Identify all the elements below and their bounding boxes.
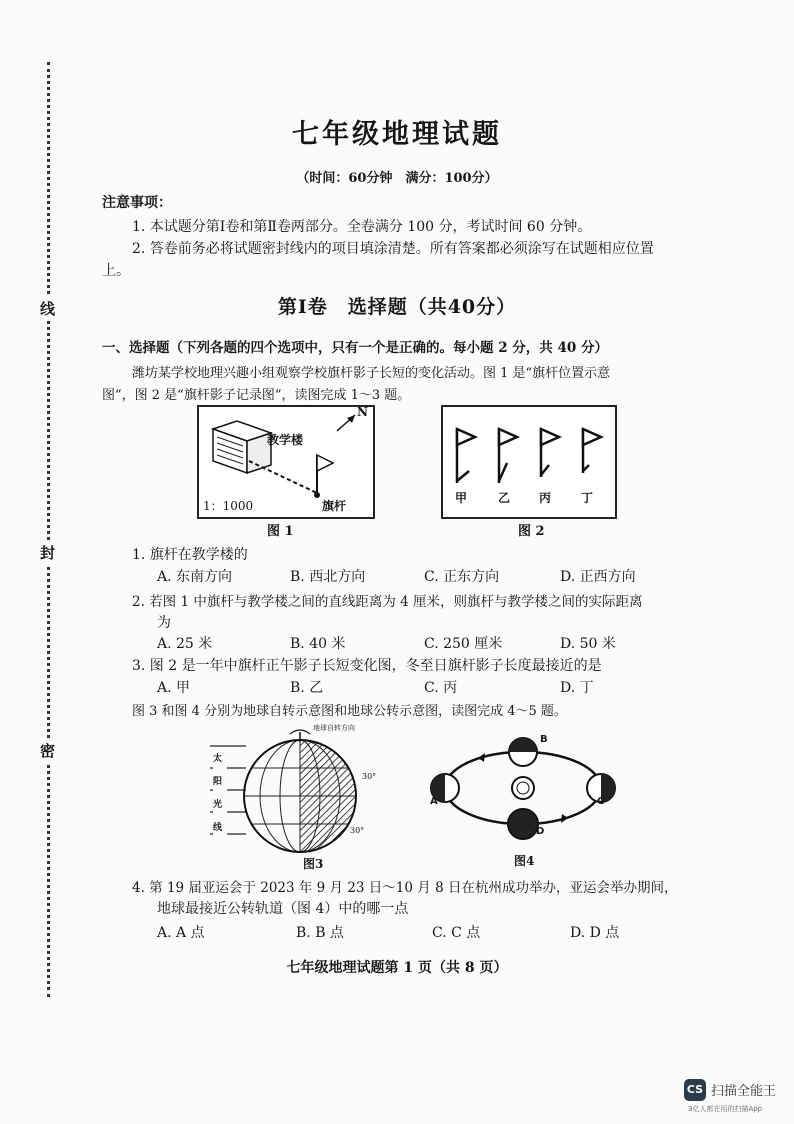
- figure-3-caption: 图3: [303, 857, 324, 871]
- binding-dotted-line: [47, 62, 50, 997]
- orbit-point-d: D: [536, 826, 545, 837]
- question-2-stem-line-2: 为: [157, 615, 171, 631]
- question-3-option-a[interactable]: A. 甲: [157, 680, 191, 696]
- question-4-option-c[interactable]: C. C 点: [432, 925, 481, 941]
- flag-icon-bing: [541, 429, 559, 477]
- earth-d: [508, 809, 538, 839]
- question-4-stem-line-2: 地球最接近公转轨道（图 4）中的哪一点: [157, 901, 409, 917]
- figure-1-frame: [197, 405, 375, 519]
- rotation-direction-label: 地球自转方向: [313, 724, 355, 732]
- orbit-point-a: A: [430, 796, 438, 807]
- sun-label-4: 线: [213, 823, 223, 833]
- sun-label-1: 太: [213, 754, 223, 764]
- orbit-point-b: B: [540, 734, 548, 745]
- figure-2-label-bing: 丙: [539, 491, 552, 505]
- sunlight-label: [213, 748, 227, 840]
- sun-label-2: 阳: [213, 777, 223, 787]
- figure-2-label-yi: 乙: [498, 491, 511, 505]
- question-1-option-b[interactable]: B. 西北方向: [290, 569, 366, 585]
- figure-4-caption: 图4: [514, 854, 535, 868]
- question-1-stem: 1. 旗杆在教学楼的: [132, 547, 248, 563]
- intro-2-line: 图 3 和图 4 分别为地球自转示意图和地球公转示意图，读图完成 4～5 题。: [132, 704, 567, 719]
- camscanner-logo-icon: CS: [684, 1079, 706, 1101]
- sun: [512, 777, 534, 799]
- camscanner-slogan: 3亿人都在用的扫描App: [688, 1105, 763, 1113]
- part-heading: 一、选择题（下列各题的四个选项中，只有一个是正确的。每小题 2 分，共 40 分）: [102, 340, 608, 356]
- north-label: N: [357, 405, 368, 419]
- building-label: 教学楼: [267, 433, 304, 447]
- question-2-option-d[interactable]: D. 50 米: [560, 636, 616, 652]
- intro-1-line-2: 图”，图 2 是“旗杆影子记录图”，读图完成 1～3 题。: [102, 388, 411, 403]
- flagpole-base: [314, 492, 320, 498]
- question-4-option-d[interactable]: D. D 点: [570, 925, 620, 941]
- flag-icon-ding: [583, 429, 601, 473]
- question-3-option-d[interactable]: D. 丁: [560, 680, 594, 696]
- figure-2-frame: [441, 405, 617, 519]
- globe-grid: [240, 738, 360, 854]
- page-footer: 七年级地理试题第 1 页（共 8 页）: [286, 960, 508, 976]
- earth-b: [509, 738, 537, 766]
- intro-1-line-1: 潍坊某学校地理兴趣小组观察学校旗杆影子长短的变化活动。图 1 是“旗杆位置示意: [132, 366, 611, 381]
- orbit-point-c: C: [597, 796, 605, 807]
- question-3-option-b[interactable]: B. 乙: [290, 680, 324, 696]
- question-3-stem: 3. 图 2 是一年中旗杆正午影子长短变化图，冬至日旗杆影子长度最接近的是: [132, 658, 602, 674]
- binding-char-feng: 封: [40, 540, 55, 565]
- sun-label-3: 光: [213, 800, 223, 810]
- binding-char-xian: 线: [40, 296, 55, 321]
- latitude-label-south: 30°: [350, 826, 365, 835]
- question-4-option-b[interactable]: B. B 点: [296, 925, 344, 941]
- figure-2-label-ding: 丁: [581, 491, 594, 505]
- map-scale: 1：1000: [203, 499, 254, 513]
- notice-item-2-cont: 上。: [102, 263, 130, 279]
- question-4-stem-line-1: 4. 第 19 届亚运会于 2023 年 9 月 23 日～10 月 8 日在杭州成功举办，亚运会举办期间，: [132, 880, 678, 896]
- flag-icon-jia: [457, 429, 475, 483]
- figure-1-caption: 图 1: [267, 524, 294, 539]
- question-2-option-b[interactable]: B. 40 米: [290, 636, 346, 652]
- page-title: 七年级地理试题: [292, 119, 502, 150]
- camscanner-brand: 扫描全能王: [711, 1084, 777, 1099]
- latitude-label-north: 30°: [362, 772, 377, 781]
- figure-3-drawing: [200, 718, 390, 858]
- question-1-option-a[interactable]: A. 东南方向: [157, 569, 233, 585]
- flagpole-label: 旗杆: [322, 499, 347, 513]
- flag-icon-yi: [499, 429, 517, 483]
- question-1-option-d[interactable]: D. 正西方向: [560, 569, 636, 585]
- question-2-option-a[interactable]: A. 25 米: [157, 636, 213, 652]
- flag-icon: [317, 455, 333, 471]
- figure-4-drawing: [423, 722, 623, 847]
- section-title: 第Ⅰ卷 选择题（共40分）: [277, 296, 517, 318]
- question-3-option-c[interactable]: C. 丙: [424, 680, 458, 696]
- notice-heading: 注意事项：: [102, 195, 172, 211]
- figure-2-caption: 图 2: [518, 524, 545, 539]
- night-side: [300, 738, 360, 858]
- binding-char-mi: 密: [40, 738, 55, 763]
- question-2-option-c[interactable]: C. 250 厘米: [424, 636, 503, 652]
- notice-item-2: 2. 答卷前务必将试题密封线内的项目填涂清楚。所有答案都必须涂写在试题相应位置: [132, 241, 654, 257]
- question-4-option-a[interactable]: A. A 点: [157, 925, 205, 941]
- exam-time-info: （时间：60分钟 满分：100分）: [296, 171, 498, 186]
- question-1-option-c[interactable]: C. 正东方向: [424, 569, 500, 585]
- notice-item-1: 1. 本试题分第Ⅰ卷和第Ⅱ卷两部分。全卷满分 100 分，考试时间 60 分钟。: [132, 219, 592, 235]
- question-2-stem-line-1: 2. 若图 1 中旗杆与教学楼之间的直线距离为 4 厘米，则旗杆与教学楼之间的实际距离: [132, 594, 643, 610]
- figure-2-label-jia: 甲: [455, 491, 468, 505]
